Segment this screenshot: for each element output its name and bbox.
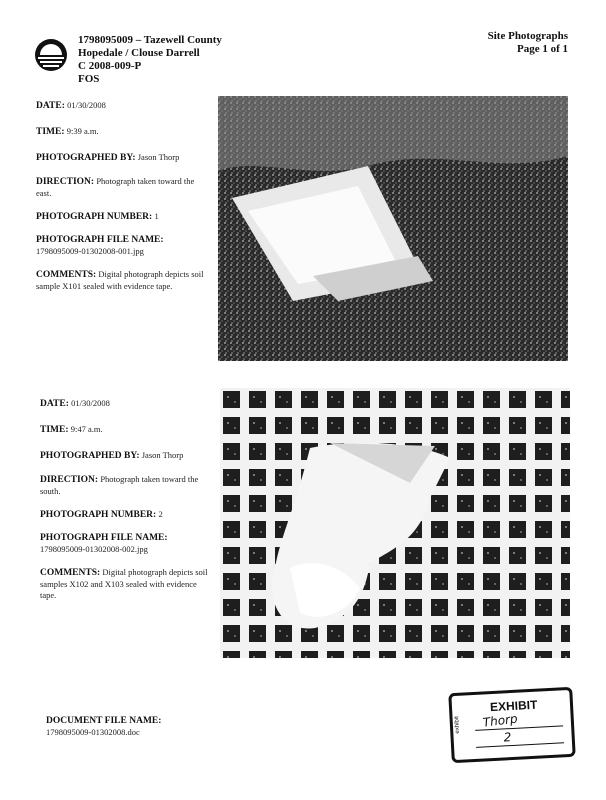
photo1-date: 01/30/2008	[67, 100, 106, 110]
site-photo-2	[220, 388, 570, 658]
photo1-number: 1	[154, 211, 159, 221]
photo2-file-label: PHOTOGRAPH FILE NAME:	[40, 533, 168, 543]
photo2-number: 2	[158, 509, 163, 519]
photo1-by: Jason Thorp	[137, 152, 180, 162]
photo1-date-label: DATE:	[36, 101, 65, 111]
header-code: FOS	[78, 73, 100, 85]
header-site-name: Hopedale / Clouse Darrell	[78, 47, 200, 59]
photo1-time: 9:39 a.m.	[66, 126, 99, 136]
exhibit-stamp-name: Thorp	[482, 711, 519, 730]
photo1-time-label: TIME:	[36, 127, 65, 137]
header-doc-type: Site Photographs	[487, 30, 568, 42]
photo1-file-label: PHOTOGRAPH FILE NAME:	[36, 235, 164, 245]
photo2-by-label: PHOTOGRAPHED BY:	[40, 451, 140, 461]
document-file-block	[46, 716, 161, 738]
exhibit-stamp-title: EXHIBIT	[489, 697, 538, 715]
header-site-id: 1798095009 – Tazewell County	[78, 34, 222, 46]
photo1-info	[36, 100, 206, 292]
document-file-label: DOCUMENT FILE NAME:	[46, 716, 162, 726]
photo2-info	[40, 398, 212, 601]
photo2-date-label: DATE:	[40, 399, 69, 409]
exhibit-stamp	[448, 687, 575, 763]
site-header	[78, 34, 222, 86]
photo2-comments-label: COMMENTS:	[40, 568, 101, 578]
exhibit-stamp-side-text: exhibit	[454, 716, 462, 734]
photo-1-image	[218, 96, 568, 361]
agency-logo	[34, 38, 68, 72]
exhibit-stamp-line-2	[476, 742, 564, 748]
photo1-by-label: PHOTOGRAPHED BY:	[36, 153, 136, 163]
photo1-number-label: PHOTOGRAPH NUMBER:	[36, 212, 153, 222]
photo2-direction: Photograph taken toward the south.	[40, 474, 199, 496]
photo2-direction-label: DIRECTION:	[40, 475, 99, 485]
photo2-comments: Digital photograph depicts soil samples X102 and X103 sealed with evidence tape.	[40, 567, 208, 600]
photo2-time: 9:47 a.m.	[70, 424, 103, 434]
photo2-by: Jason Thorp	[141, 450, 184, 460]
header-case-number: C 2008-009-P	[78, 60, 142, 72]
photo2-date: 01/30/2008	[71, 398, 110, 408]
exhibit-stamp-number: 2	[503, 730, 512, 745]
photo1-direction-label: DIRECTION:	[36, 177, 95, 187]
site-photo-1	[218, 96, 568, 361]
photo1-comments: Digital photograph depicts soil sample X101 sealed with evidence tape.	[36, 269, 204, 291]
document-file-name: 1798095009-01302008.doc	[46, 727, 140, 737]
photo1-comments-label: COMMENTS:	[36, 270, 97, 280]
photo1-file: 1798095009-01302008-001.jpg	[36, 246, 144, 256]
header-page-count: Page 1 of 1	[516, 43, 568, 55]
photo-2-image	[220, 388, 570, 658]
header-right	[488, 30, 568, 56]
photo2-file: 1798095009-01302008-002.jpg	[40, 544, 148, 554]
photo1-direction: Photograph taken toward the east.	[36, 176, 195, 198]
photo2-number-label: PHOTOGRAPH NUMBER:	[40, 510, 157, 520]
photo2-time-label: TIME:	[40, 425, 69, 435]
